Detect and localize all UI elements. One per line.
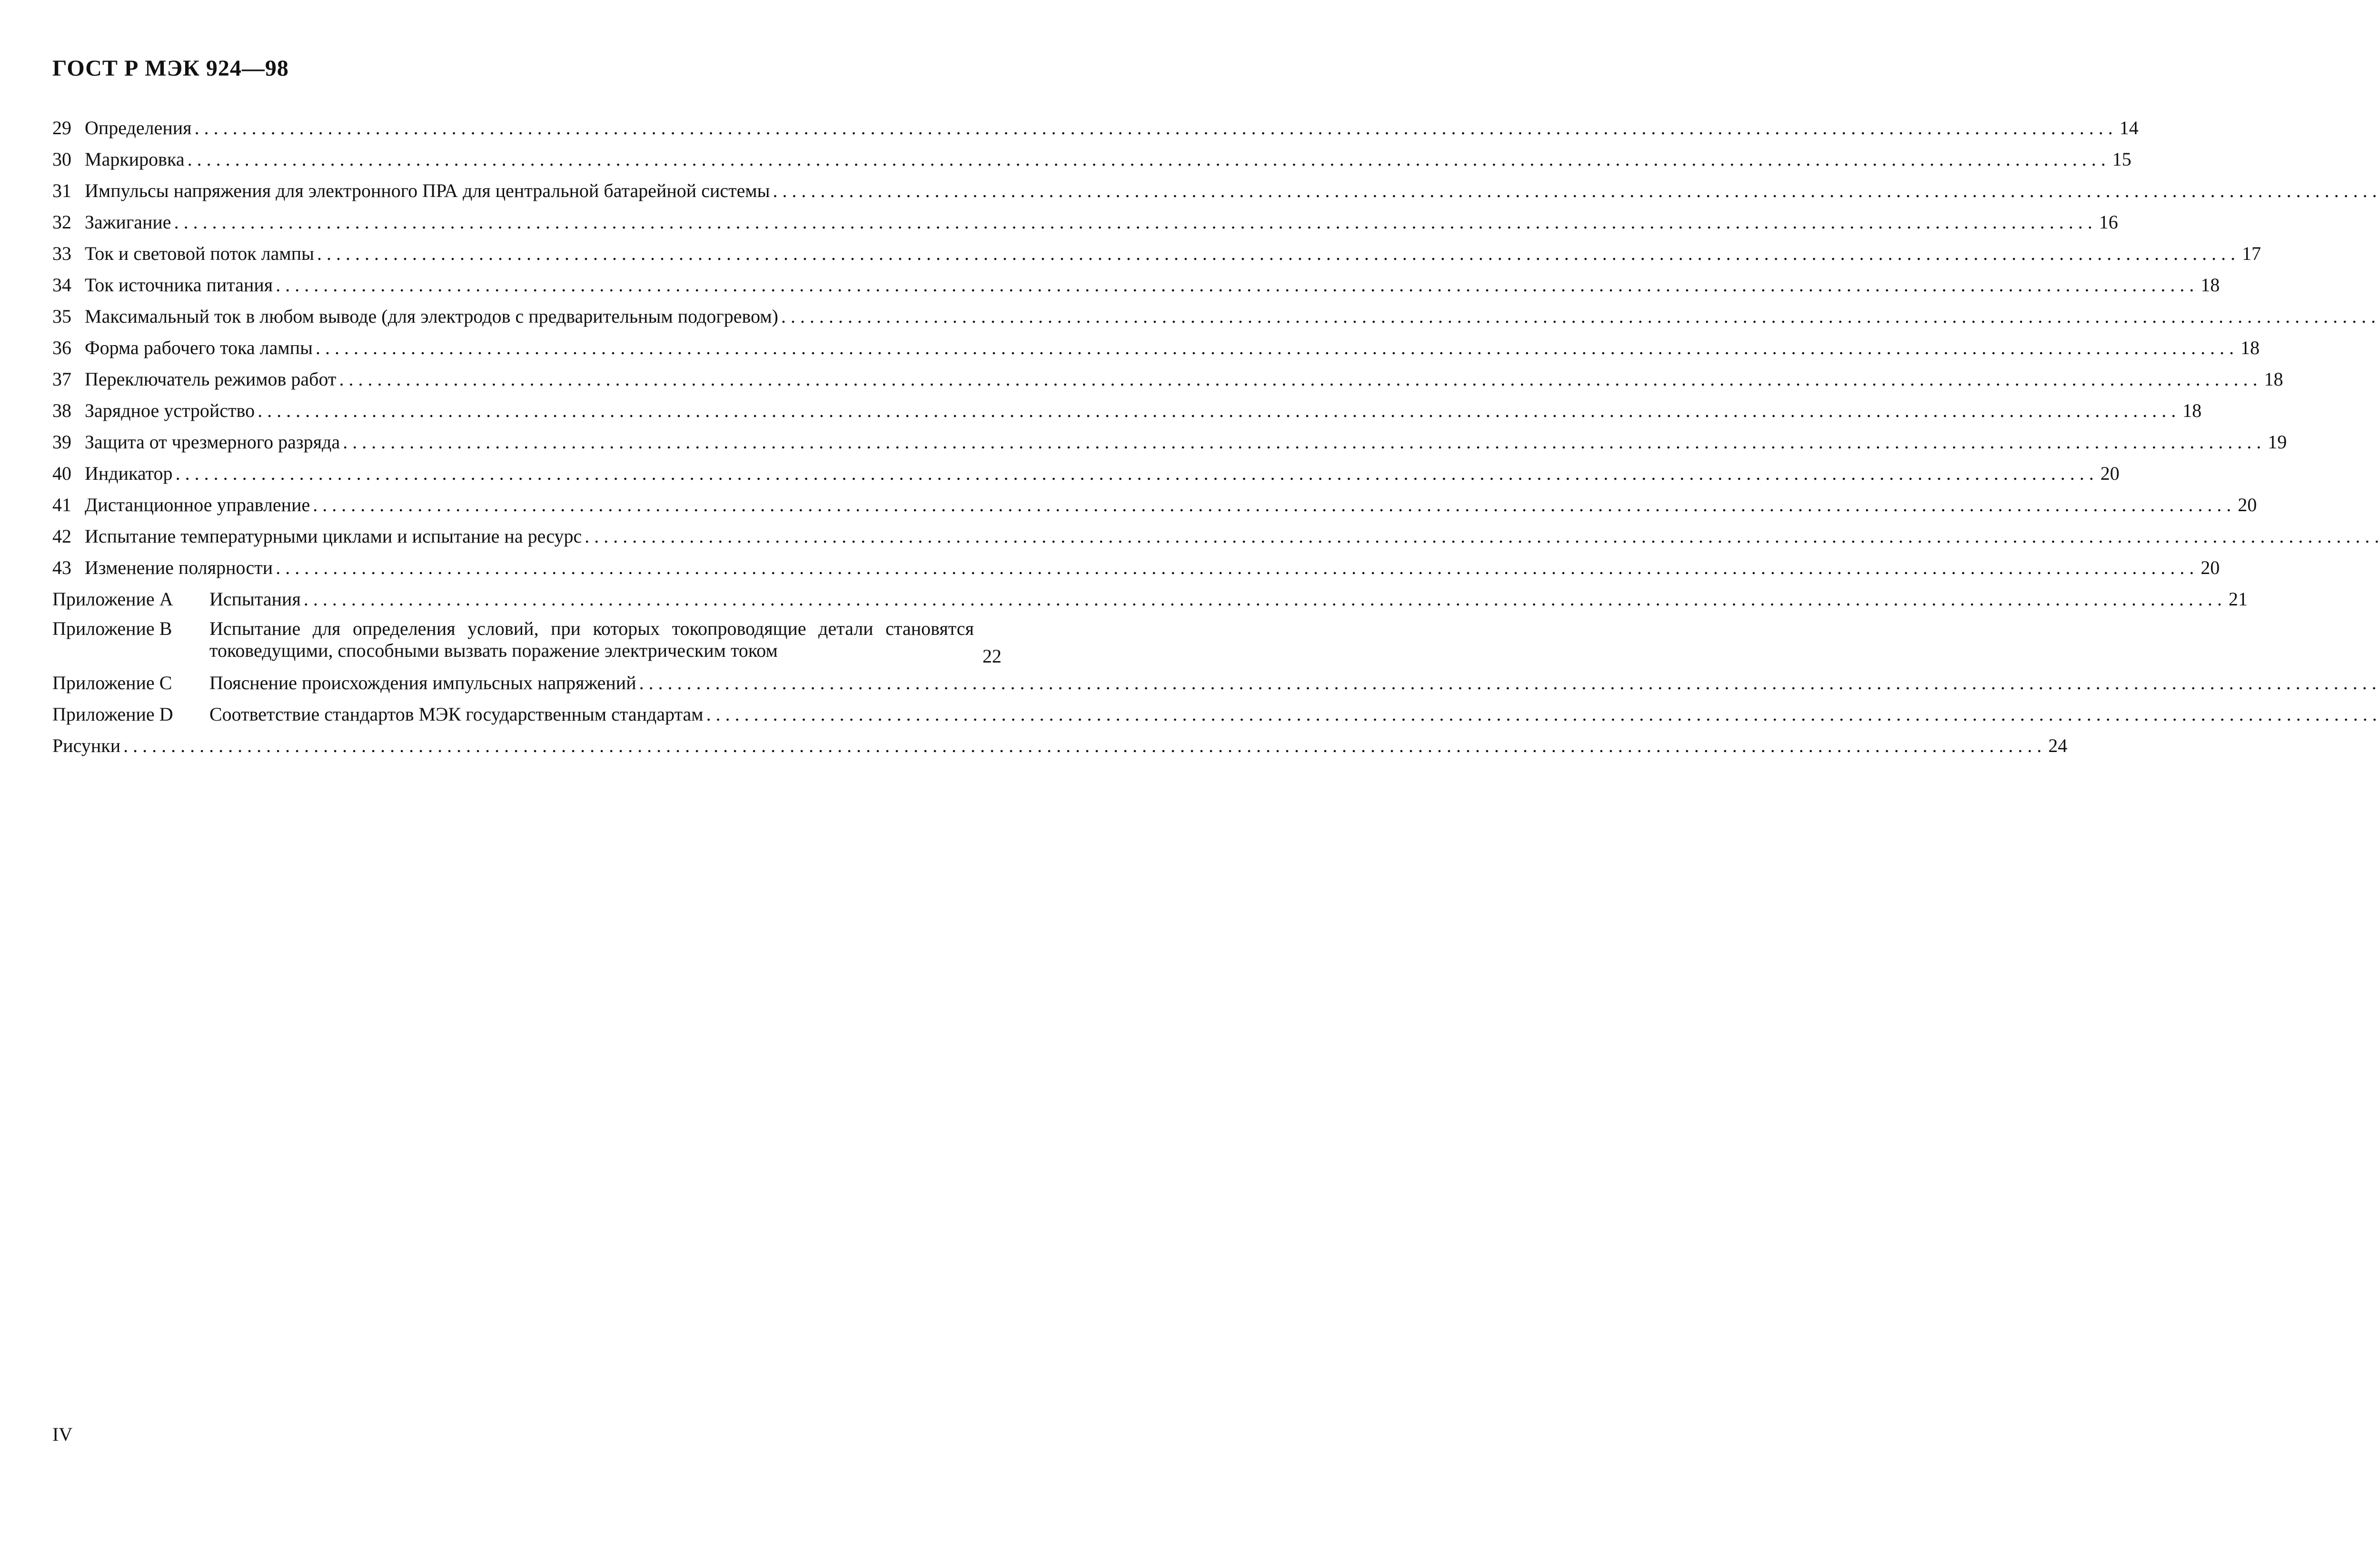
toc-entry-title: Импульсы напряжения для электронного ПРА для центральной батарейной системы — [85, 180, 770, 201]
table-of-contents — [52, 112, 2287, 762]
toc-entry-title: Дистанционное управление — [85, 494, 310, 515]
toc-entry-title: Ток источника питания — [85, 274, 273, 296]
toc-entry-number: 29 — [52, 117, 71, 139]
toc-entry-title: Определения — [85, 117, 192, 139]
toc-leader-dots — [706, 699, 2380, 730]
toc-entry-number: 41 — [52, 494, 71, 515]
toc-entry — [52, 269, 2220, 301]
toc-entry — [52, 238, 2261, 269]
toc-figures — [52, 730, 2068, 762]
toc-leader-dots — [188, 144, 2106, 175]
toc-leader-dots — [317, 238, 2235, 269]
toc-figures-page: 24 — [2048, 735, 2068, 756]
document-header: ГОСТ Р МЭК 924—98 — [52, 56, 289, 81]
toc-entry-page: 18 — [2182, 400, 2202, 421]
toc-entry — [52, 144, 2132, 175]
toc-entry-number: 40 — [52, 463, 71, 484]
toc-leader-dots — [304, 584, 2222, 615]
toc-entry-page: 20 — [2100, 463, 2120, 484]
toc-leader-dots — [258, 395, 2176, 426]
toc-leader-dots — [773, 175, 2380, 207]
toc-appendix-title: Испытания — [209, 588, 301, 610]
toc-appendix-label: Приложение С — [52, 672, 172, 693]
toc-entry-number: 36 — [52, 337, 71, 358]
toc-entry-page: 17 — [2241, 243, 2261, 264]
toc-entry-number: 43 — [52, 557, 71, 578]
toc-entry-number: 30 — [52, 148, 71, 170]
toc-entry — [52, 458, 2120, 489]
toc-entry-title: Ток и световой поток лампы — [85, 243, 314, 264]
toc-entry-number: 42 — [52, 525, 71, 547]
toc-entry — [52, 395, 2202, 426]
toc-leader-dots — [176, 458, 2094, 489]
toc-entry-page: 19 — [2268, 431, 2287, 453]
toc-entry-title: Индикатор — [85, 463, 173, 484]
toc-leader-dots — [276, 269, 2194, 301]
toc-entry-number: 34 — [52, 274, 71, 296]
toc-appendix-page: 21 — [2228, 588, 2248, 610]
toc-entry-number: 38 — [52, 400, 71, 421]
toc-entry-number: 33 — [52, 243, 71, 264]
toc-entry-title: Защита от чрезмерного разряда — [85, 431, 340, 453]
toc-leader-dots — [123, 730, 2042, 762]
toc-leader-dots — [316, 332, 2234, 364]
toc-entry-page: 18 — [2201, 274, 2220, 296]
toc-entry-title: Переключатель режимов работ — [85, 368, 337, 390]
toc-entry-number: 37 — [52, 368, 71, 390]
toc-entry — [52, 489, 2257, 521]
toc-leader-dots — [585, 521, 2380, 552]
toc-appendix-title: Испытание для определения условий, при которых токопроводящие детали становятся токоведущими, способными вызвать поражение электрическим током — [209, 618, 974, 661]
toc-entry — [52, 175, 1002, 207]
toc-entry-title: Маркировка — [85, 148, 185, 170]
toc-entry-page: 20 — [2201, 557, 2220, 578]
toc-entry-page: 16 — [2099, 211, 2118, 233]
toc-entry — [52, 426, 2287, 458]
toc-appendix — [52, 615, 1002, 667]
toc-appendix-title: Соответствие стандартов МЭК государственным стандартам — [209, 703, 704, 725]
toc-leader-dots — [339, 364, 2257, 395]
toc-entry — [52, 521, 1002, 552]
toc-entry-title: Максимальный ток в любом выводе (для электродов с предварительным подогревом) — [85, 306, 778, 327]
toc-appendix-label: Приложение А — [52, 588, 173, 610]
toc-entry-number: 39 — [52, 431, 71, 453]
toc-entry-title: Форма рабочего тока лампы — [85, 337, 313, 358]
toc-entry-title: Изменение полярности — [85, 557, 273, 578]
toc-entry — [52, 112, 2139, 144]
toc-leader-dots — [639, 667, 2380, 699]
toc-entry-title: Испытание температурными циклами и испытание на ресурс — [85, 525, 582, 547]
toc-entry — [52, 552, 2220, 584]
toc-entry-number: 32 — [52, 211, 71, 233]
toc-leader-dots — [313, 489, 2231, 521]
toc-appendix — [52, 699, 1002, 730]
toc-appendix-page: 22 — [982, 645, 1002, 667]
toc-appendix — [52, 584, 2248, 615]
toc-appendix-label: Приложение D — [52, 703, 173, 725]
toc-appendix-title: Пояснение происхождения импульсных напряжений — [209, 672, 636, 693]
toc-entry — [52, 207, 2118, 238]
toc-leader-dots — [174, 207, 2092, 238]
toc-entry-title: Зарядное устройство — [85, 400, 255, 421]
toc-entry-page: 20 — [2238, 494, 2257, 515]
toc-leader-dots — [276, 552, 2194, 584]
toc-entry-page: 18 — [2240, 337, 2260, 358]
toc-entry — [52, 364, 2283, 395]
toc-entry — [52, 332, 2260, 364]
toc-leader-dots — [195, 112, 2113, 144]
page-number: IV — [52, 1424, 73, 1445]
toc-appendix — [52, 667, 1002, 699]
toc-appendix-label: Приложение В — [52, 618, 172, 639]
toc-entry-number: 35 — [52, 306, 71, 327]
toc-leader-dots — [343, 426, 2261, 458]
toc-entry-page: 15 — [2112, 148, 2132, 170]
toc-entry-number: 31 — [52, 180, 71, 201]
toc-leader-dots — [781, 301, 2380, 332]
toc-entry-page: 18 — [2264, 368, 2283, 390]
toc-entry — [52, 301, 1002, 332]
toc-entry-page: 14 — [2119, 117, 2139, 139]
toc-entry-title: Зажигание — [85, 211, 171, 233]
toc-figures-title: Рисунки — [52, 735, 121, 756]
